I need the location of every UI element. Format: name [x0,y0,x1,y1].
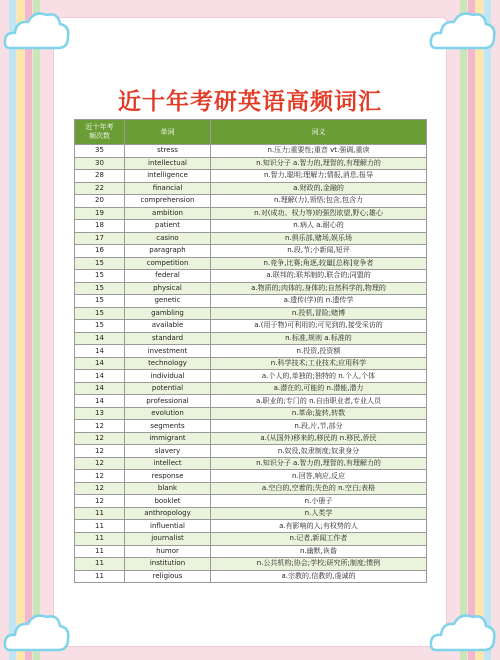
cell-word: intelligence [125,170,211,183]
cell-frequency: 15 [75,270,125,283]
cell-meaning: n.科学技术;工业技术;应用科学 [211,357,427,370]
cell-word: physical [125,282,211,295]
cell-meaning: a.(从国外)移来的,移民的 n.移民,侨民 [211,432,427,445]
cell-meaning: n.俱乐部,赌场,娱乐场 [211,232,427,245]
cell-frequency: 14 [75,332,125,345]
cell-word: intellect [125,457,211,470]
cell-frequency: 14 [75,395,125,408]
cell-word: investment [125,345,211,358]
cell-word: humor [125,545,211,558]
cell-word: potential [125,382,211,395]
table-row [75,207,427,220]
cell-word: gambling [125,307,211,320]
table-row [75,295,427,308]
cell-word: genetic [125,295,211,308]
cell-meaning: n.奴役,奴隶制度;奴隶身分 [211,445,427,458]
cell-word: technology [125,357,211,370]
cell-word: financial [125,182,211,195]
cell-word: competition [125,257,211,270]
cell-meaning: n.段,节;小新闻,短评 [211,245,427,258]
cell-word: federal [125,270,211,283]
cell-frequency: 12 [75,457,125,470]
cell-word: patient [125,220,211,233]
cell-meaning: n.标准,规则 a.标准的 [211,332,427,345]
cell-meaning: n.小册子 [211,495,427,508]
cell-frequency: 12 [75,432,125,445]
cell-meaning: n.投机,冒险;赌博 [211,307,427,320]
rainbow-stripe-left-4 [33,0,40,660]
cell-frequency: 14 [75,382,125,395]
table-row [75,395,427,408]
table-row [75,545,427,558]
cell-frequency: 11 [75,520,125,533]
header-meaning: 词义 [211,120,427,145]
page-title: 近十年考研英语高频词汇 [118,89,382,115]
cell-word: ambition [125,207,211,220]
rainbow-stripe-left-1 [9,0,16,660]
cell-meaning: n.人类学 [211,507,427,520]
table-row [75,245,427,258]
cell-frequency: 20 [75,195,125,208]
cell-word: comprehension [125,195,211,208]
table-row [75,420,427,433]
cell-meaning: a.宗教的,信教的,虔诚的 [211,570,427,583]
table-row [75,532,427,545]
table-row [75,507,427,520]
header-frequency: 近十年考频次数 [75,120,125,145]
table-row [75,345,427,358]
cell-frequency: 18 [75,220,125,233]
vocab-table [74,119,427,583]
cell-meaning: a.个人的,单独的;独特的 n.个人,个体 [211,370,427,383]
cell-frequency: 15 [75,295,125,308]
cell-meaning: n.压力;重要性;重音 vt.强调,重读 [211,145,427,158]
cell-meaning: a.空白的,空着的;失色的 n.空白;表格 [211,482,427,495]
cell-meaning: a.遗传(学)的 n.遗传学 [211,295,427,308]
cell-frequency: 13 [75,407,125,420]
table-row [75,382,427,395]
rainbow-stripe-left-3 [25,0,32,660]
table-row [75,282,427,295]
table-row [75,570,427,583]
cell-frequency: 14 [75,345,125,358]
table-row [75,145,427,158]
table-row [75,220,427,233]
table-row [75,170,427,183]
cell-word: stress [125,145,211,158]
cell-word: response [125,470,211,483]
cloud-bottom-right-icon [428,606,498,656]
rainbow-stripe-right-2 [468,0,475,660]
table-row [75,370,427,383]
cell-word: intellectual [125,157,211,170]
cell-meaning: n.投资,投资额 [211,345,427,358]
rainbow-stripe-left-2 [17,0,24,660]
table-row [75,357,427,370]
table-row [75,182,427,195]
cell-word: available [125,320,211,333]
cell-meaning: n.理解(力),领悟;包含,包含力 [211,195,427,208]
cell-word: casino [125,232,211,245]
cell-frequency: 11 [75,532,125,545]
cell-frequency: 30 [75,157,125,170]
cell-frequency: 15 [75,307,125,320]
cell-meaning: n.幽默,诙谐 [211,545,427,558]
table-row [75,195,427,208]
cell-frequency: 12 [75,445,125,458]
table-row [75,445,427,458]
cell-word: standard [125,332,211,345]
header-word: 单词 [125,120,211,145]
table-row [75,457,427,470]
table-row [75,520,427,533]
table-row [75,307,427,320]
cell-meaning: a.物质的;肉体的,身体的;自然科学的,物理的 [211,282,427,295]
cell-frequency: 14 [75,370,125,383]
rainbow-stripe-right-3 [476,0,483,660]
cell-frequency: 22 [75,182,125,195]
cell-word: institution [125,558,211,571]
cell-word: journalist [125,532,211,545]
cell-frequency: 15 [75,320,125,333]
cloud-top-left-icon [2,4,72,54]
cell-word: immigrant [125,432,211,445]
cell-word: slavery [125,445,211,458]
cell-word: booklet [125,495,211,508]
cell-meaning: n.知识分子 a.智力的,理智的,有理解力的 [211,157,427,170]
table-row [75,257,427,270]
cell-meaning: a.联邦的;联邦制的,联合的;同盟的 [211,270,427,283]
cell-meaning: n.回答,响应,反应 [211,470,427,483]
cell-meaning: a.有影响的人;有权势的人 [211,520,427,533]
table-row [75,482,427,495]
table-header-row [75,120,427,145]
cell-word: religious [125,570,211,583]
rainbow-stripe-right-1 [460,0,467,660]
table-row [75,558,427,571]
cell-frequency: 12 [75,482,125,495]
cell-meaning: a.潜在的,可能的 n.潜能,潜力 [211,382,427,395]
table-row [75,495,427,508]
cell-frequency: 16 [75,245,125,258]
table-row [75,270,427,283]
cell-meaning: n.对(成功、权力等)的强烈欲望,野心;雄心 [211,207,427,220]
cell-frequency: 12 [75,420,125,433]
cell-frequency: 17 [75,232,125,245]
cell-word: influential [125,520,211,533]
cell-meaning: a.(用于物)可利用的;可见到的,接受采访的 [211,320,427,333]
cell-word: individual [125,370,211,383]
cell-word: paragraph [125,245,211,258]
cell-frequency: 11 [75,507,125,520]
cell-meaning: n.段,片,节,部分 [211,420,427,433]
cell-frequency: 28 [75,170,125,183]
table-row [75,470,427,483]
cell-frequency: 11 [75,570,125,583]
cell-meaning: n.智力,聪明;理解力;情报,消息,报导 [211,170,427,183]
cloud-bottom-left-icon [2,606,72,656]
table-row [75,432,427,445]
cell-meaning: n.记者,新闻工作者 [211,532,427,545]
cell-meaning: n.革命;旋转,转数 [211,407,427,420]
cell-word: anthropology [125,507,211,520]
table-row [75,157,427,170]
cell-frequency: 15 [75,257,125,270]
cell-frequency: 11 [75,545,125,558]
cell-frequency: 12 [75,470,125,483]
cell-word: professional [125,395,211,408]
table-row [75,332,427,345]
cell-meaning: a.职业的;专门的 n.自由职业者,专业人员 [211,395,427,408]
cell-frequency: 14 [75,357,125,370]
cell-meaning: n.病人 a.耐心的 [211,220,427,233]
cell-frequency: 19 [75,207,125,220]
cell-frequency: 35 [75,145,125,158]
cell-frequency: 11 [75,558,125,571]
cell-meaning: n.公共机构;协会;学校;研究所;制度;惯例 [211,558,427,571]
rainbow-stripe-right-4 [484,0,491,660]
cell-frequency: 12 [75,495,125,508]
table-row [75,407,427,420]
cell-word: segments [125,420,211,433]
cell-meaning: a.财政的,金融的 [211,182,427,195]
table-row [75,320,427,333]
cell-word: evolution [125,407,211,420]
cloud-top-right-icon [428,4,498,54]
cell-frequency: 15 [75,282,125,295]
cell-meaning: n.知识分子 a.智力的,理智的,有理解力的 [211,457,427,470]
cell-word: blank [125,482,211,495]
cell-meaning: n.竞争,比赛;角逐,较量[总称]竞争者 [211,257,427,270]
table-row [75,232,427,245]
